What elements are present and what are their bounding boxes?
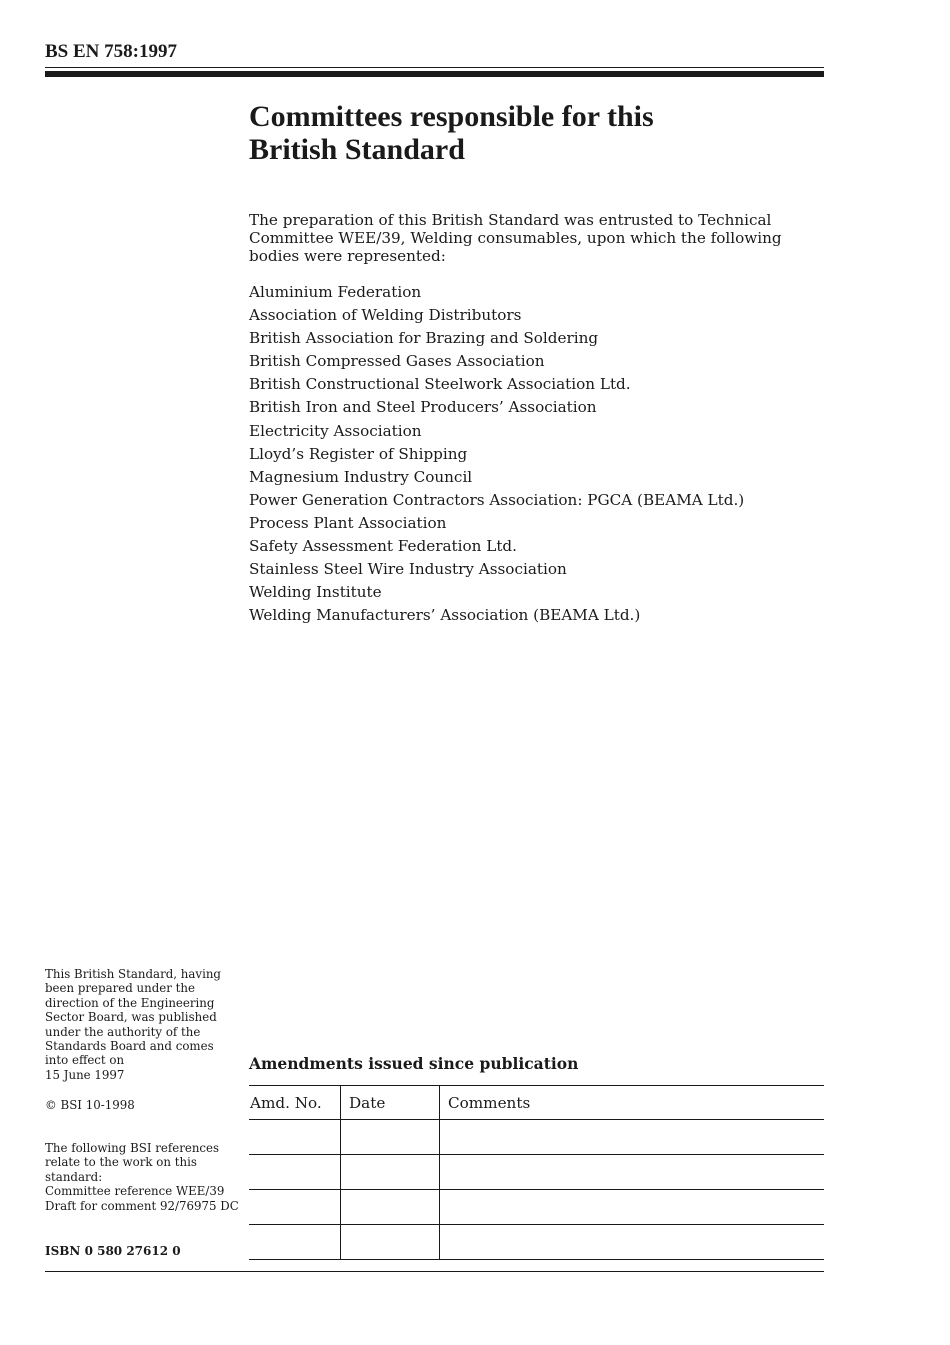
body-item: British Iron and Steel Producers’ Association	[249, 398, 597, 417]
table-cell	[341, 1120, 440, 1155]
body-item: Association of Welding Distributors	[249, 306, 522, 325]
table-row	[249, 1155, 824, 1190]
header-rule-thick	[45, 71, 824, 77]
table-cell	[249, 1155, 341, 1190]
body-item: Welding Manufacturers’ Association (BEAMA Ltd.)	[249, 606, 641, 625]
draft-reference: Draft for comment 92/76975 DC	[45, 1198, 239, 1213]
header-rule-thin	[45, 67, 824, 68]
page-title-line-2: British Standard	[249, 133, 465, 166]
table-row	[249, 1120, 824, 1155]
publication-note-line: Standards Board and comes	[45, 1039, 214, 1054]
body-item: Power Generation Contractors Association: PGCA (BEAMA Ltd.)	[249, 490, 745, 509]
intro-paragraph: The preparation of this British Standard was entrusted to Technical Committee WEE/39, Welding consumables, upon which the following bodies were represented:	[249, 211, 782, 265]
page-title	[249, 100, 824, 166]
copyright-notice: © BSI 10-1998	[45, 1098, 135, 1112]
column-header-amd-no: Amd. No.	[249, 1086, 341, 1120]
amendments-table	[249, 1085, 824, 1260]
references-line: standard:	[45, 1169, 103, 1184]
publication-note-line: under the authority of the	[45, 1024, 201, 1039]
body-item: British Compressed Gases Association	[249, 352, 545, 371]
table-cell	[440, 1190, 825, 1225]
body-item: Safety Assessment Federation Ltd.	[249, 537, 517, 556]
table-cell	[440, 1225, 825, 1260]
committee-reference: Committee reference WEE/39	[45, 1184, 225, 1199]
publication-note-line: This British Standard, having	[45, 967, 221, 981]
column-header-comments: Comments	[440, 1086, 825, 1120]
table-cell	[341, 1190, 440, 1225]
references-line: The following BSI references	[45, 1141, 220, 1155]
table-cell	[341, 1155, 440, 1190]
amendments-header-row	[249, 1086, 824, 1120]
table-row	[249, 1190, 824, 1225]
references-line: relate to the work on this	[45, 1155, 197, 1170]
column-header-date: Date	[341, 1086, 440, 1120]
body-item: British Association for Brazing and Soldering	[249, 329, 599, 348]
body-item: Welding Institute	[249, 583, 382, 602]
publication-note-line: direction of the Engineering	[45, 995, 215, 1010]
table-cell	[440, 1120, 825, 1155]
publication-effective-date: 15 June 1997	[45, 1067, 125, 1082]
represented-bodies-list	[249, 281, 744, 627]
table-cell	[341, 1225, 440, 1260]
footer-rule	[45, 1271, 824, 1272]
document-code: BS EN 758:1997	[45, 41, 177, 62]
publication-note-line: into effect on	[45, 1053, 125, 1068]
table-cell	[249, 1120, 341, 1155]
body-item: Electricity Association	[249, 421, 422, 440]
page-title-line-1: Committees responsible for this	[249, 100, 654, 133]
table-cell	[249, 1190, 341, 1225]
isbn: ISBN 0 580 27612 0	[45, 1244, 181, 1258]
publication-note-line: been prepared under the	[45, 981, 195, 996]
table-cell	[249, 1225, 341, 1260]
body-item: Stainless Steel Wire Industry Association	[249, 560, 567, 579]
publication-note-line: Sector Board, was published	[45, 1010, 217, 1025]
bsi-references-note	[45, 1141, 240, 1213]
table-row	[249, 1225, 824, 1260]
body-item: Lloyd’s Register of Shipping	[249, 444, 468, 463]
table-cell	[440, 1155, 825, 1190]
body-item: Magnesium Industry Council	[249, 467, 473, 486]
publication-note	[45, 967, 240, 1082]
body-item: British Constructional Steelwork Association Ltd.	[249, 375, 631, 394]
body-item: Process Plant Association	[249, 513, 447, 532]
body-item: Aluminium Federation	[249, 283, 422, 301]
amendments-heading: Amendments issued since publication	[249, 1054, 579, 1073]
